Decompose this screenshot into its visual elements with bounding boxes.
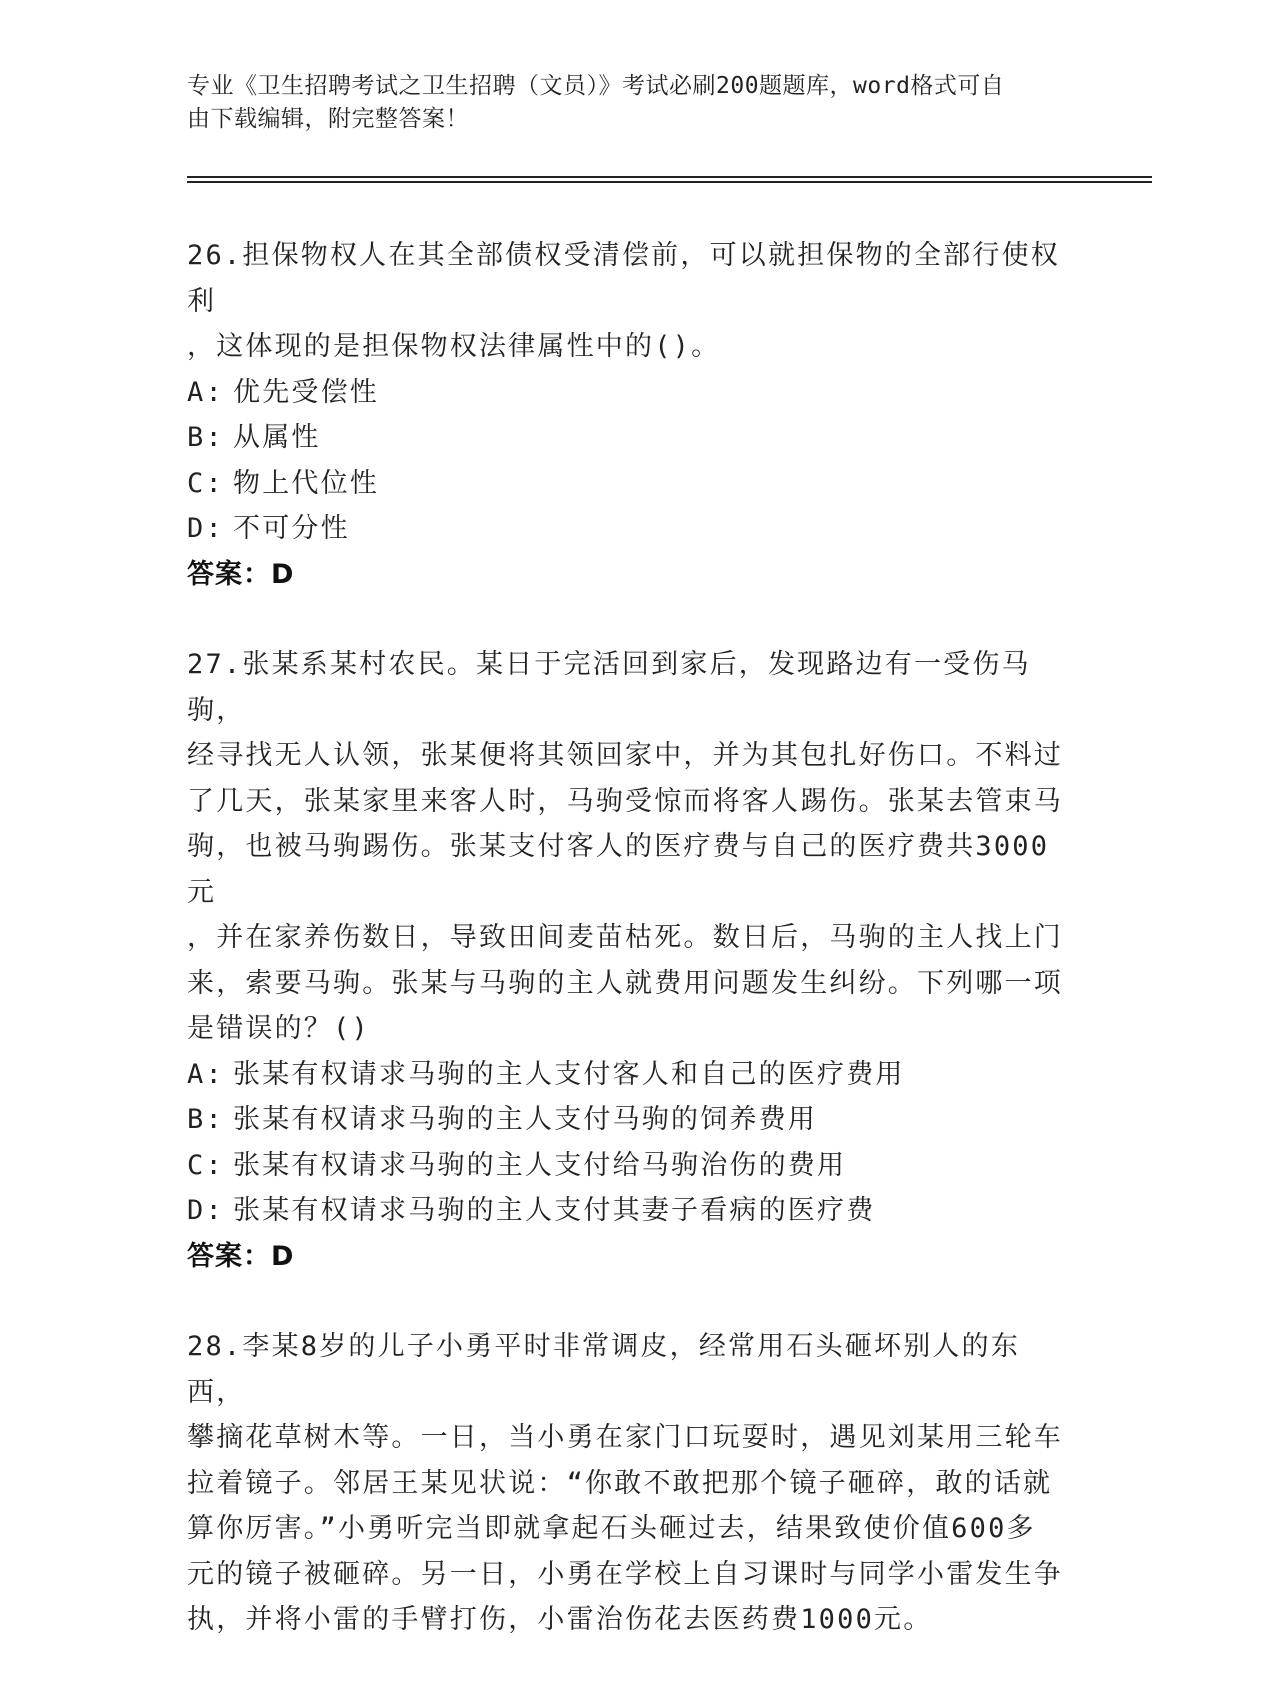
page-header: [187, 70, 1067, 136]
option-text: 张某有权请求马驹的主人支付客人和自己的医疗费用: [233, 1058, 905, 1090]
option-key: D:: [187, 1195, 224, 1226]
question-stem-line: 是错误的？(): [187, 1013, 370, 1044]
question-26: [187, 233, 1067, 597]
option-a: [187, 1052, 1067, 1098]
question-stem-line: 来，索要马驹。张某与马驹的主人就费用问题发生纠纷。下列哪一项: [187, 967, 1063, 999]
option-key: B:: [187, 1104, 224, 1135]
option-a: [187, 370, 1067, 416]
option-text: 张某有权请求马驹的主人支付给马驹治伤的费用: [233, 1149, 847, 1181]
option-key: C:: [187, 467, 224, 499]
option-text: 优先受偿性: [233, 376, 379, 408]
question-stem-line: 28.李某8岁的儿子小勇平时非常调皮，经常用石头砸坏别人的东西，: [187, 1331, 1021, 1408]
option-text: 张某有权请求马驹的主人支付马驹的饲养费用: [233, 1104, 817, 1135]
header-line-2: 由下载编辑，附完整答案！: [187, 106, 469, 132]
question-list: [187, 233, 1067, 1688]
question-stem-line: 算你厉害。”小勇听完当即就拿起石头砸过去，结果致使价值600多: [187, 1513, 1036, 1544]
question-stem-line: ，这体现的是担保物权法律属性中的()。: [187, 331, 721, 362]
answer-line: 答案：D: [187, 558, 295, 590]
question-stem-line: 27.张某系某村农民。某日于完活回到家后，发现路边有一受伤马驹，: [187, 649, 1031, 726]
header-divider-bottom: [187, 181, 1152, 183]
question-stem-line: 元的镜子被砸碎。另一日，小勇在学校上自习课时与同学小雷发生争: [187, 1558, 1063, 1590]
option-key: C:: [187, 1149, 224, 1181]
question-stem-line: 驹，也被马驹踢伤。张某支付客人的医疗费与自己的医疗费共3000元: [187, 831, 1050, 908]
question-28: [187, 1324, 1067, 1643]
option-list: [187, 370, 1067, 552]
option-text: 从属性: [233, 422, 321, 453]
option-d: [187, 1188, 1067, 1234]
header-divider-top: [187, 176, 1152, 178]
question-stem-line: 攀摘花草树木等。一日，当小勇在家门口玩耍时，遇见刘某用三轮车: [187, 1422, 1063, 1453]
question-stem-line: 拉着镜子。邻居王某见状说：“你敢不敢把那个镜子砸碎，敢的话就: [187, 1467, 1053, 1499]
option-b: [187, 1097, 1067, 1143]
question-stem-line: 26.担保物权人在其全部债权受清偿前，可以就担保物的全部行使权利: [187, 240, 1060, 317]
option-text: 不可分性: [233, 513, 350, 544]
option-c: [187, 461, 1067, 507]
option-b: [187, 415, 1067, 461]
option-text: 物上代位性: [233, 467, 379, 499]
question-stem-line: 了几天，张某家里来客人时，马驹受惊而将客人踢伤。张某去管束马: [187, 785, 1063, 817]
option-key: D:: [187, 513, 224, 544]
option-list: [187, 1052, 1067, 1234]
option-key: B:: [187, 422, 224, 453]
option-key: A:: [187, 1058, 224, 1090]
question-27: [187, 642, 1067, 1279]
header-line-1: 专业《卫生招聘考试之卫生招聘（文员）》考试必刷200题题库，word格式可自: [187, 73, 1005, 99]
option-text: 张某有权请求马驹的主人支付其妻子看病的医疗费: [233, 1195, 876, 1226]
question-stem-line: ，并在家养伤数日，导致田间麦苗枯死。数日后，马驹的主人找上门: [187, 922, 1063, 953]
option-key: A:: [187, 376, 224, 408]
question-stem-line: 执，并将小雷的手臂打伤，小雷治伤花去医药费1000元。: [187, 1604, 933, 1635]
question-stem-line: 经寻找无人认领，张某便将其领回家中，并为其包扎好伤口。不料过: [187, 740, 1063, 771]
option-c: [187, 1143, 1067, 1189]
option-d: [187, 506, 1067, 552]
answer-line: 答案：D: [187, 1240, 295, 1272]
